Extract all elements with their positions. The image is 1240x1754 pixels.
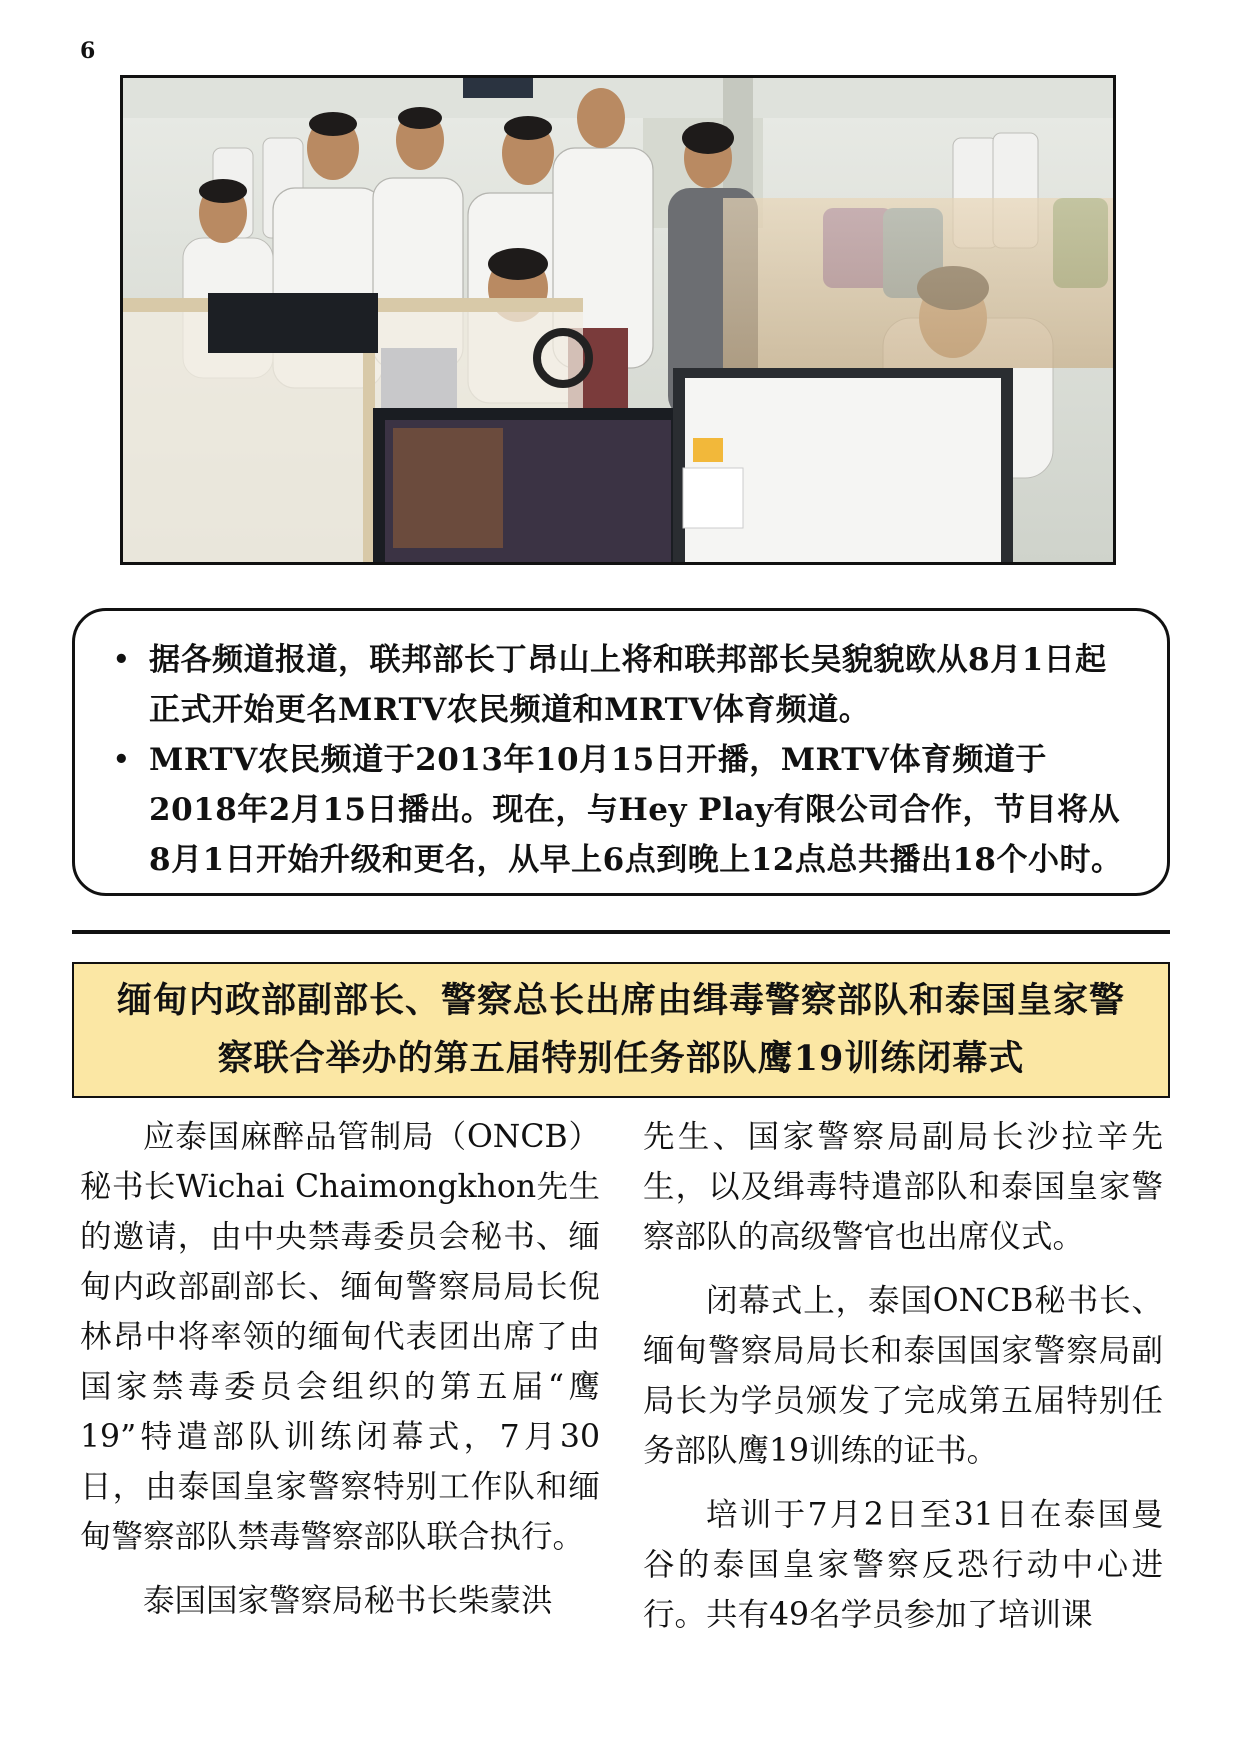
paragraph: 泰国国家警察局秘书长柴蒙洪 [143, 1583, 553, 1619]
bullet-list [113, 635, 1131, 885]
bullet-item: • MRTV农民频道于2013年10月15日开播，MRTV体育频道于2018年2月15日播出。现在，与Hey Play有限公司合作，节目将从8月1日开始升级和更名，从早上6点到晚上12点总共播出18个小时。 [113, 735, 1131, 885]
page-number: 6 [80, 38, 96, 64]
section-divider [72, 930, 1170, 934]
announcement-box [72, 608, 1170, 896]
headline-line-2: 察联合举办的第五届特别任务部队鹰19训练闭幕式 [217, 1038, 1025, 1079]
article-headline [117, 972, 1125, 1088]
article-column-left [80, 1112, 600, 1626]
article-headline-box [72, 962, 1170, 1098]
paragraph: 先生、国家警察局副局长沙拉辛先生，以及缉毒特遣部队和泰国皇家警察部队的高级警官也出席仪式。 [643, 1119, 1163, 1255]
headline-line-1: 缅甸内政部副部长、警察总长出席由缉毒警察部队和泰国皇家警 [116, 980, 1125, 1021]
paragraph: 培训于7月2日至31日在泰国曼谷的泰国皇家警察反恐行动中心进行。共有49名学员参加了培训课 [643, 1497, 1163, 1633]
news-photo [120, 75, 1116, 565]
paragraph: 闭幕式上，泰国ONCB秘书长、缅甸警察局局长和泰国国家警察局副局长为学员颁发了完成第五届特别任务部队鹰19训练的证书。 [643, 1283, 1163, 1469]
bullet-item: • 据各频道报道，联邦部长丁昂山上将和联邦部长吴貌貌欧从8月1日起正式开始更名MRTV农民频道和MRTV体育频道。 [113, 635, 1131, 735]
article-column-right [643, 1112, 1163, 1640]
paragraph: 应泰国麻醉品管制局（ONCB）秘书长Wichai Chaimongkhon先生的邀请，由中央禁毒委员会秘书、缅甸内政部副部长、缅甸警察局局长倪林昂中将率领的缅甸代表团出席了由国家禁毒委员会组织的第五届“鹰19”特遣部队训练闭幕式，7月30日，由泰国皇家警察特别工作队和缅甸警察部队禁毒警察部队联合执行。 [80, 1119, 600, 1555]
photo-newsroom-illustration [123, 78, 1113, 562]
